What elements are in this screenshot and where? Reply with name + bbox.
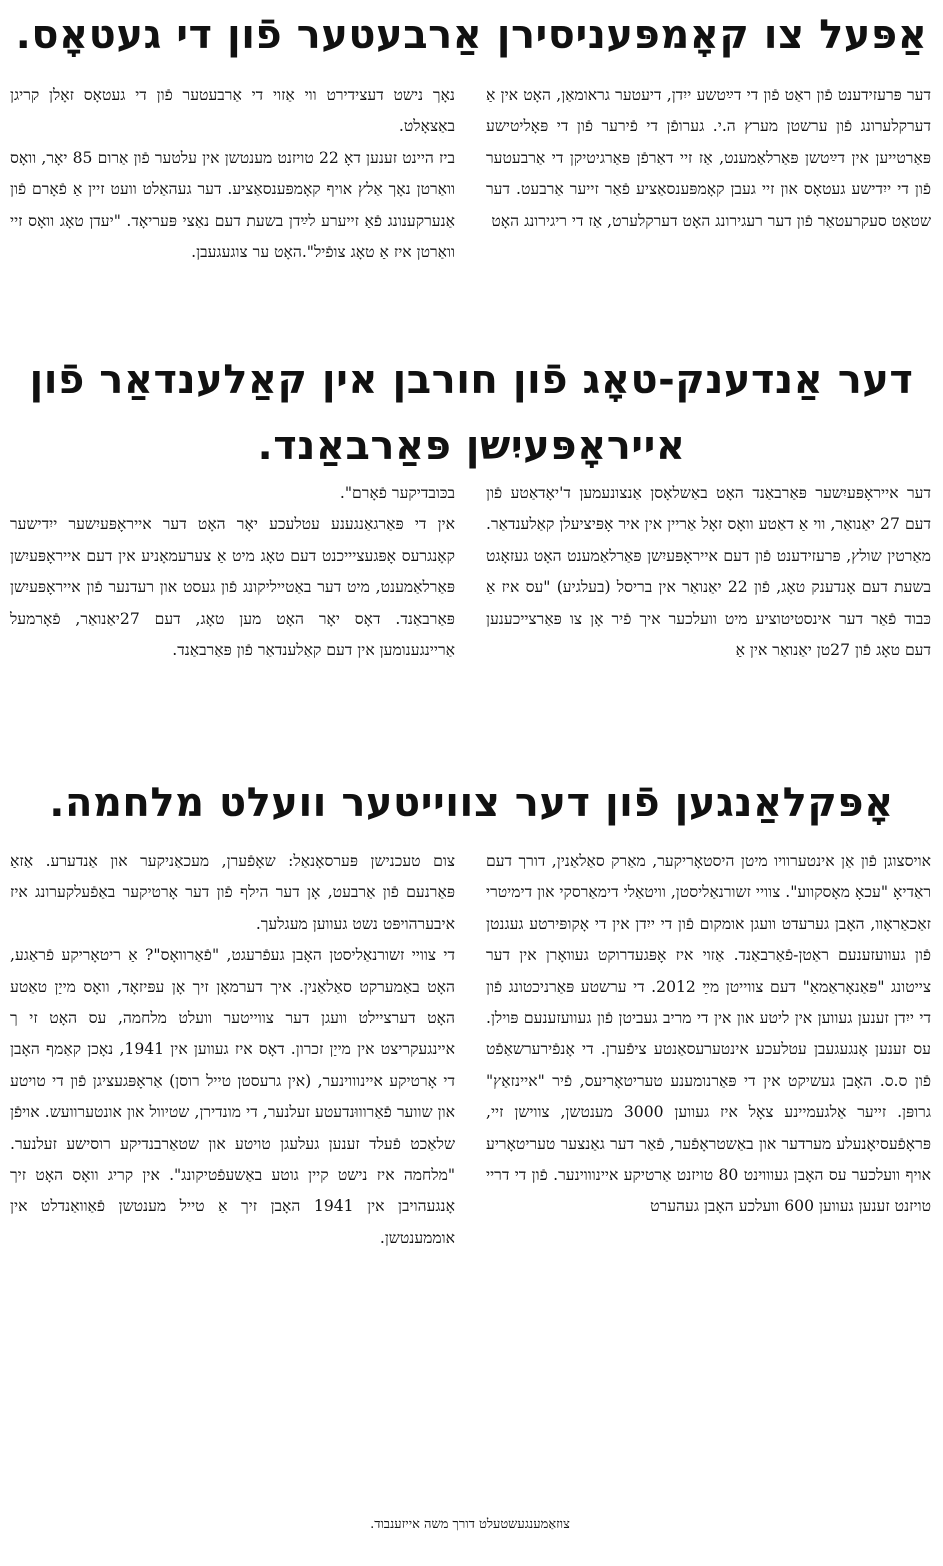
article-2-headline-line-1: דער אַנדענק-טאָג פֿון חורבן אין קאַלענדאַר פֿון [29, 357, 914, 403]
article-3-left-paragraph-2: די צוויי זשורנאַליסטן האָבן געפֿרעגט, "פֿאַרוואָס"? אַ ריטאָריקע פֿראַגע, האָט באַמערקט סאַלאַנין. איך דערמאָן זיך אָן עפּיזאָד, וואָס מייַן טאַטע האָט דערציילט וועגן דער צווייטער וועלט מלחמה, עס האָט זי ך איינגעקריצט אין מייַן זכרון. דאָס איז געווען אין 1941, נאָכן קאַמף האָבן די אָרטיקע איינוווינער, (אין גרעסטן טייל רוסן) אַראָפּגעציגן פֿון די טויטע און שווער פֿאַרוווּנדעטע זעלנער, די מונדירן, שטיוול און אונטערוועש. אויפֿן שלאַכט פֿעלד זענען געלעגן טויטע און שטאַרבנדיקע רוסישע זעלנער. "מלחמה איז נישט קיין גוטע באַשעפֿטיקונג". אין קריג וואָס האָט זיך אָנגעהויבן אין 1941 האָבן זיך אַ טייל מענטשן פֿאַוואַנדלט אין אוממענטשן. [10, 946, 455, 1247]
article-3-left-paragraph-1: צום טעכנישן פּערסאָנאַל: שאָפֿערן, מעכאַניקער און אַנדערע. אַזאַ פּאַרנעם פֿון אַרבעט, אָן דער הילף פֿון דער אָרטיקער באַפֿעלקערונג איז איבערהויפּט נשט געווען מעגלעך. [10, 852, 455, 933]
article-3-right-paragraph: אויסצוגן פֿון אַן אינטערוויו מיטן היסטאָריקער, מאַרק סאַלאַנין, דורך דעם ראַדיאָ "עכאָ מאָסקווע". צוויי זשורנאַליסטן, וויטאַלי דימאַרסקי און דימיטרי זאַכאַראָוו, האָבן גערעדט וועגן אומקום פֿון די ייִדן אין די אָקופּירטע געגנטן פֿון געוועזענעם ראַטן-פֿאַרבאַנד. אַזוי איז אָפּגעדרוקט געוואָרן אין דער צייטונג "פּאַנאָראַמאַ" דעם צווייטן מײַ 2012. די ערשטע פּאַרניכטונג פֿון די ייִדן זענען געווען אין ליטע און אין די מריב געביטן פֿון געוועזענעם פּוילן. עס זענען אָנגעגעבן עטלעכע אינטערעסאַנטע ציפֿערן. די אָנפֿירערשאַפֿט פֿון ס.ס. האָבן געשיקט אין די פּאַרנומענע טעריטאָריעס, פֿיר "איינזאַץ" גרופּן. זייער אַלגעמיינע צאָל איז געווען 3000 מענטשן, צווישן זיי, פּראָפֿעסיאָנעלע מערדער און באַשטראָפֿער, פֿאַר דער גאַנצער טעריטאָריע אויף וועלכער עס האָבן געוווינט 80 טויזנט אַרטיקע איינוווינער. פֿון די דריי טויזנט זענען געווען 600 וועלכע האָבן געהערט [486, 852, 932, 1216]
article-2-right-paragraph: דער אייראָפּעיִשער פּאַרבאַנד האָט באַשלאָסן אַנצונעמען ד'יאָדאַטע פֿון דעם 27 יאַנואַר, ווי אַ דאַטע וואָס זאָל אַריין אין איר אָפּיציעלן קאַלענדאַר. מאַרטין שולץ, פּרעזידענט פֿון דעם אייראָפּעיִשן פּאַרלאַמענט האָט געזאָגט בשעת דעם אָנדענק טאָג, פֿון 22 יאַנואַר אין בריסל (בעלגיע) "עס איז אַ כּבוד פֿאַר דער אינסטיטוציע מיט וועלכער איך פֿיר אָן צו פּאַרצייכענען דעם טאָג פֿון 27טן יאַנואַר אין אַ [486, 484, 932, 660]
article-3-right-column [486, 846, 931, 1496]
article-1-right-paragraph: דער פּרעזידענט פֿון ראַט פֿון די דײַטשע ייִדן, דיעטער גראומאַן, האָט אין אַ דערקלערונג פֿון ערשטן מערץ ה.י. גערופֿן די פֿירער פֿון די פּאָליטישע פּאַרטייען אין דײַטשן פּאַרלאַמענט, אַז זיי דאַרפֿן פּאַרגיטיקן די אַרבעטער פֿון די ייִדישע געטאָס און זיי געבן קאָמפּענסאַציע פֿאַר זייער אַרבעט. דער שטאַט סעקרעטאַר פֿון דער רעגירונג האָט דערקלערט, אַז די ריגירונג האָט [486, 86, 931, 230]
article-1-right-column [486, 80, 931, 352]
article-2-right-column [486, 478, 931, 768]
article-1-headline: אַפּעל צו קאָמפּעניסירן אַרבעטער פֿון די געטאָס. [15, 12, 928, 58]
article-1-left-column [10, 80, 455, 352]
article-2-left-paragraph-2: אין די פּאַרגאַנגענע עטלעכע יאָר האָט דער אייראָפּעיִשער ייִדישער קאָנגרעס אָפּגעציייכנט דעם טאָג מיט אַ צערעמאָניע אין דעם אייראָפּעיִשן פּאַרלאַמענט, מיט דער באַטייליקונג פֿון געסט און רעדנער פֿון אייראָפּעיִשן פּאַרבאַנד. דאָס יאָר האָט מען טאָג, דעם 27יאַנואַר, פֿאָרמעל אַריינגענומען אין דעם קאַלענדאַר פֿון פּאַרבאַנד. [10, 515, 455, 660]
article-1-left-paragraph-2: ביז היינט זענען דאָ 22 טויזנט מענטשן אין עלטער פֿון אַרום 85 יאָר, וואָס וואַרטן נאָך אַלץ אויף קאָמפּענסאַציע. דער געהאַלט וועט זיין אַ פֿאָרם פֿון אַנערקענונג פֿאַ זייערע לײַדן בשעת דעם נאַצי פּעריאָד. "יעדן טאָג וואָס זיי וואַרטן איז אַ טאָג צופֿיל".האָט ער צוגעגעבן. [10, 148, 456, 262]
compiler-credit: צוזאַמענגעשטעלט דורך משה אייזענבוד. [370, 1517, 570, 1532]
article-1-left-paragraph-1: נאָך נישט דעצידירט ווי אַזוי די אַרבעטער פֿון די געטאָס זאָלן קריגן באַצאָלט. [10, 86, 455, 136]
article-2-left-column [10, 478, 455, 768]
article-2-left-paragraph-1: בכּובדיקער פֿאָרם". [339, 484, 455, 502]
article-3-headline: אָפּקלאַנגען פֿון דער צווייטער וועלט מלחמה. [49, 780, 894, 826]
article-3-left-column [10, 846, 455, 1496]
article-2-headline-line-2: אייראָפּעיִשן פּאַרבאַנד. [257, 423, 686, 469]
